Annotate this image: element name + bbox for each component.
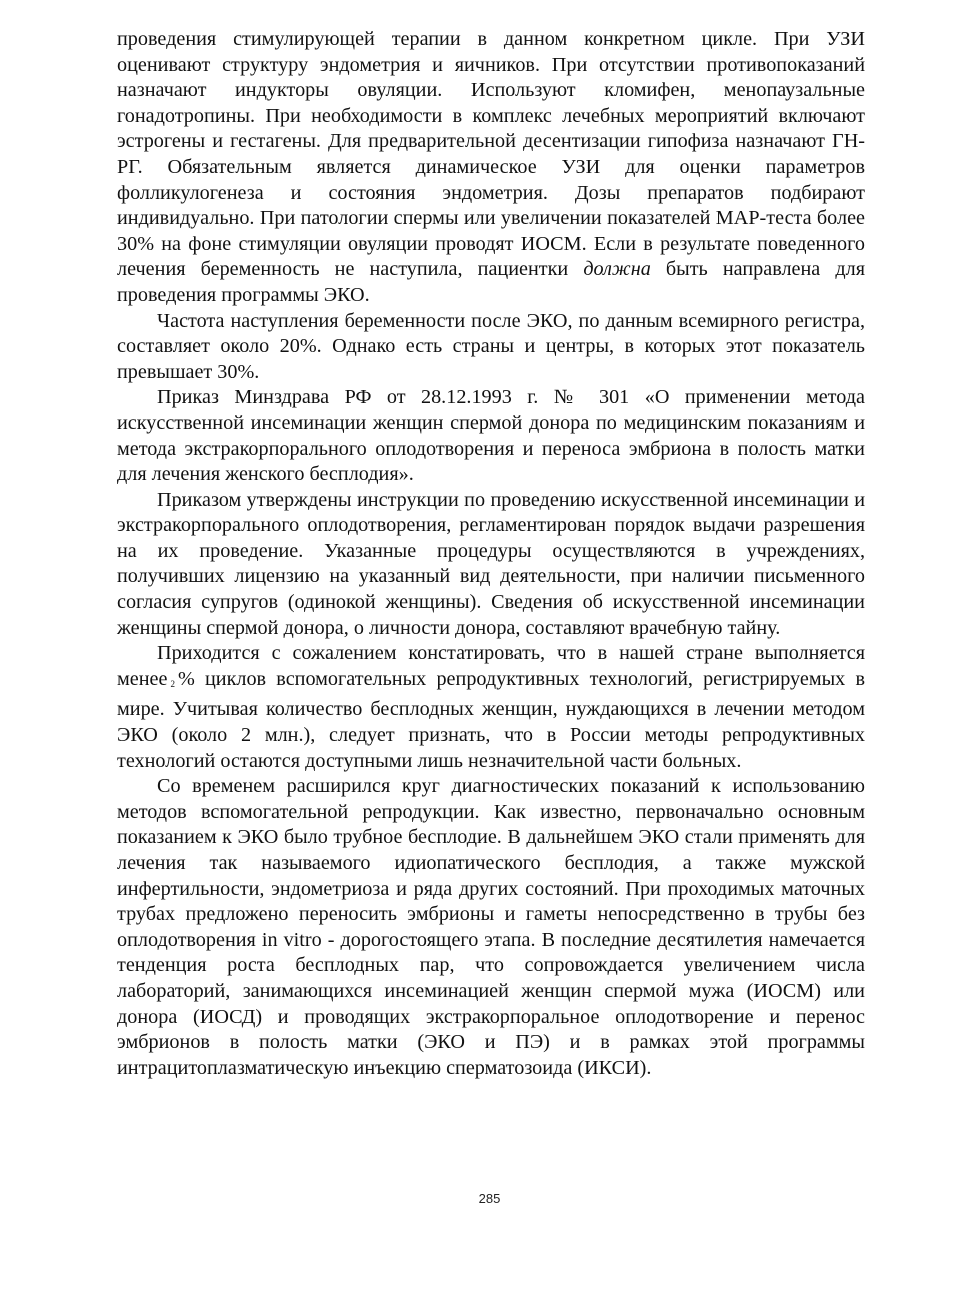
paragraph-6-text: Со временем расширился круг диагностических показаний к использованию методов вспомогательной репродукции. Как известно, первоначально основным показанием к ЭКО было трубное бесплодие. В дальнейшем ЭКО стали применять для лечения так называемого идиопатического бесплодия, а также мужской инфертильности, эндометриоза и ряда других состояний. При проходимых маточных трубах предложено переносить эмбрионы и гаметы непосредственно в трубы без оплодотворения in vitro - дорогостоящего этапа. В последние десятилетия намечается тенденция роста бесплодных пар, что сопровождается увеличением числа лабораторий, занимающихся инсеминацией женщин спермой мужа (ИОСМ) или донора (ИОСД) и проводящих экстракорпоральное оплодотворение и перенос эмбрионов в полость матки (ЭКО и ПЭ) и в рамках этой программы интрацитоплазматическую инъекцию сперматозоида (ИКСИ). — [117, 775, 865, 1079]
paragraph-4-text: Приказом утверждены инструкции по проведению искусственной инсеминации и экстракорпорального оплодотворения, регламентирован порядок выдачи разрешения на их проведение. Указанные процедуры осуществляются в учреждениях, получивших лицензию на указанный вид деятельности, при наличии письменного согласия супругов (одинокой женщины). Сведения об искусственной инсеминации женщины спермой донора, о личности донора, составляют врачебную тайну. — [117, 488, 865, 639]
document-body — [117, 27, 865, 1081]
paragraph-3-text: Приказ Минздрава РФ от 28.12.1993 г. № 301 «О применении метода искусственной инсеминации женщин спермой донора по медицинским показаниям и метода экстракорпорального оплодотворения и переноса эмбриона в полость матки для лечения женского бесплодия». — [117, 386, 865, 486]
paragraph-2-text: Частота наступления беременности после ЭКО, по данным всемирного регистра, составляет около 20%. Однако есть страны и центры, в которых этот показатель превышает 30%. — [117, 309, 865, 383]
paragraph-5-subscript: 2 — [170, 678, 175, 689]
paragraph-5-text-end: % циклов вспомогательных репродуктивных технологий, регистрируемых в мире. Учитывая количество бесплодных женщин, нуждающихся в лечении методом ЭКО (около 2 млн.), следует признать, что в России методы репродуктивных технологий остаются доступными лишь незначительной части больных. — [117, 667, 865, 772]
paragraph-1-text: проведения стимулирующей терапии в данном конкретном цикле. При УЗИ оценивают структуру эндометрия и яичников. При отсутствии противопоказаний назначают индукторы овуляции. Используют кломифен, менопаузальные гонадотропины. При необходимости в комплекс лечебных мероприятий включают эстрогены и гестагены. Для предварительной десентизации гипофиза назначают ГН-РГ. Обязательным является динамическое УЗИ для оценки параметров фолликулогенеза и состояния эндометрия. Дозы препаратов подбирают индивидуально. При патологии спермы или увеличении показателей МАР-теста более 30% на фоне стимуляции овуляции проводят ИОСМ. Если в результате поведенного лечения беременность не наступила, пациентки — [117, 28, 865, 281]
paragraph-1 — [117, 27, 865, 309]
paragraph-1-italic-word: должна — [583, 258, 651, 281]
paragraph-1-text-end: быть направлена для проведения программы ЭКО. — [117, 258, 865, 306]
paragraph-5-text: Приходится с сожалением констатировать, что в нашей стране выполняется менее — [117, 642, 865, 690]
paragraph-4 — [117, 488, 865, 642]
paragraph-2 — [117, 309, 865, 386]
paragraph-5 — [117, 641, 865, 774]
page-number: 285 — [478, 1191, 501, 1206]
paragraph-6 — [117, 774, 865, 1081]
paragraph-3 — [117, 385, 865, 487]
